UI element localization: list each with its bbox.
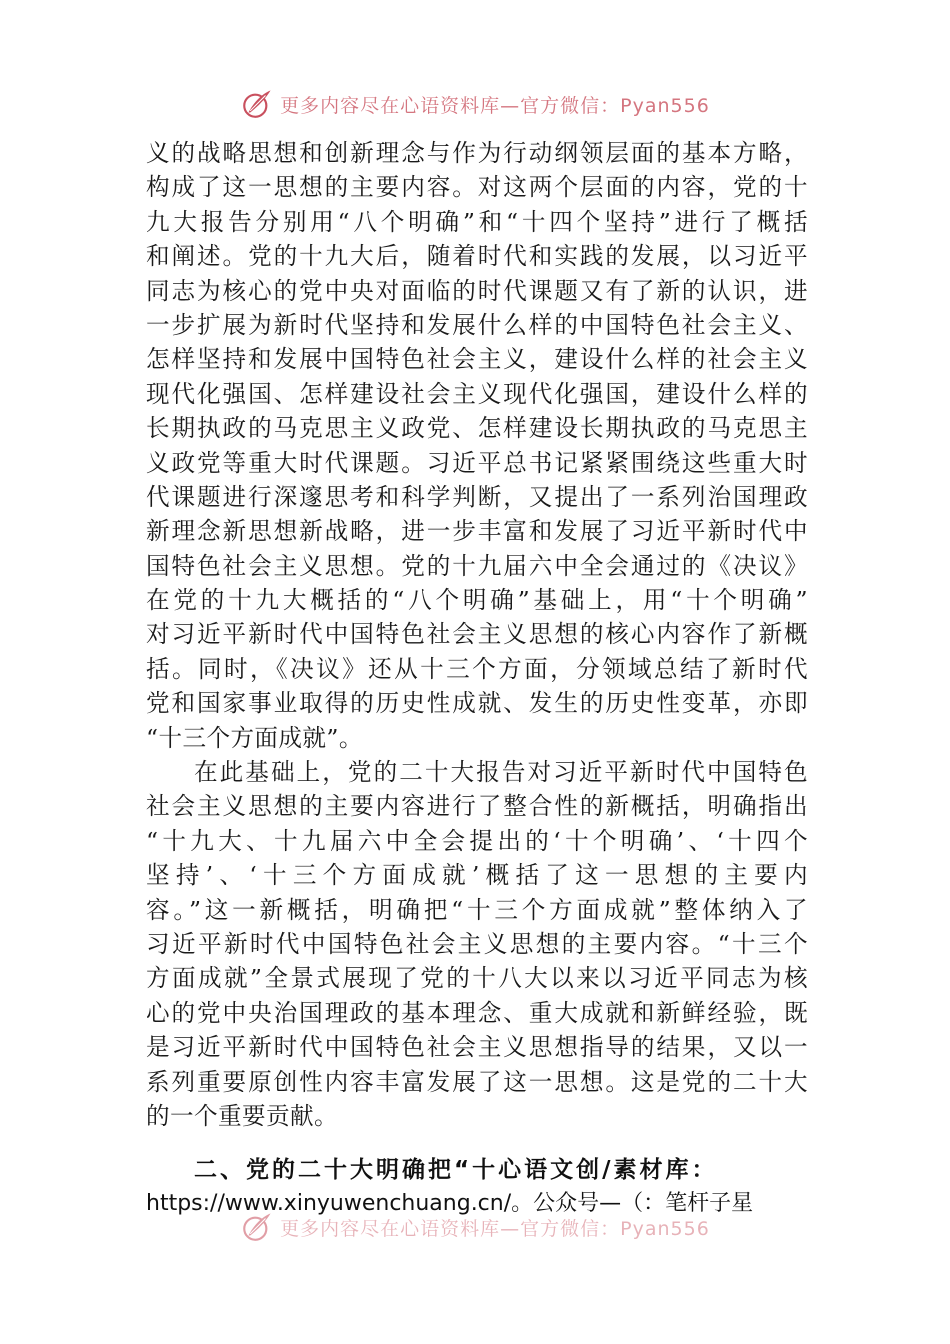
text-line: 习近平新时代中国特色社会主义思想的主要内容。“十三个: [146, 929, 808, 958]
document-body: [146, 136, 808, 1133]
text-line: 义政党等重大时代课题。习近平总书记紧紧围绕这些重大时: [146, 448, 808, 477]
watermark-text: 更多内容尽在心语资料库—官方微信：Pyan556: [280, 94, 710, 117]
text-line: “十九大、十九届六中全会提出的‘十个明确’、‘十四个: [146, 826, 808, 855]
text-line: 代课题进行深邃思考和科学判断，又提出了一系列治国理政: [146, 482, 808, 511]
text-line: 长期执政的马克思主义政党、怎样建设长期执政的马克思主: [146, 414, 808, 443]
text-line: “十三个方面成就”。: [146, 723, 363, 752]
footer-watermark: [0, 1209, 950, 1245]
text-line: 心的党中央治国理政的基本理念、重大成就和新鲜经验，既: [146, 998, 808, 1027]
paragraph-2: [146, 755, 808, 1133]
heading-line-1: 二、党的二十大明确把“十心语文创/素材库：: [194, 1157, 718, 1183]
text-line: 怎样坚持和发展中国特色社会主义，建设什么样的社会主义: [146, 345, 808, 374]
text-line: 对习近平新时代中国特色社会主义思想的核心内容作了新概: [146, 620, 808, 649]
text-line: 九大报告分别用“八个明确”和“十四个坚持”进行了概括: [146, 207, 808, 236]
text-line: 和阐述。党的十九大后，随着时代和实践的发展，以习近平: [146, 242, 808, 271]
text-line: 是习近平新时代中国特色社会主义思想指导的结果，又以一: [146, 1033, 808, 1062]
text-line: 在党的十九大概括的“八个明确”基础上，用“十个明确”: [146, 586, 808, 615]
text-line: 坚持’、‘十三个方面成就’概括了这一思想的主要内: [146, 861, 808, 890]
paragraph-1: [146, 136, 808, 755]
feather-pen-logo-icon: [240, 87, 274, 121]
feather-pen-logo-icon: [240, 1210, 274, 1244]
text-line: 义的战略思想和创新理念与作为行动纲领层面的基本方略，: [146, 139, 808, 167]
text-line: 系列重要原创性内容丰富发展了这一思想。这是党的二十大: [146, 1067, 808, 1096]
text-line: 社会主义思想的主要内容进行了整合性的新概括，明确指出: [146, 792, 808, 821]
text-line: 一步扩展为新时代坚持和发展什么样的中国特色社会主义、: [146, 310, 808, 339]
text-line: 括。同时，《决议》还从十三个方面，分领域总结了新时代: [146, 654, 808, 683]
text-line: 容。”这一新概括，明确把“十三个方面成就”整体纳入了: [146, 895, 808, 924]
heading-line-2: https://www.xinyuwenchuang.cn/。公众号—（：笔杆子星: [146, 1191, 754, 1217]
header-watermark: [0, 86, 950, 122]
text-line: 构成了这一思想的主要内容。对这两个层面的内容，党的十: [146, 173, 808, 202]
text-line: 方面成就”全景式展现了党的十八大以来以习近平同志为核: [146, 964, 808, 993]
text-line: 新理念新思想新战略，进一步丰富和发展了习近平新时代中: [146, 517, 808, 546]
text-line: 在此基础上，党的二十大报告对习近平新时代中国特色: [194, 758, 808, 787]
text-line: 国特色社会主义思想。党的十九届六中全会通过的《决议》: [146, 551, 808, 580]
watermark-text: 更多内容尽在心语资料库—官方微信：Pyan556: [280, 1217, 710, 1240]
text-line: 同志为核心的党中央对面临的时代课题又有了新的认识，进: [146, 276, 808, 305]
text-line: 的一个重要贡献。: [146, 1101, 338, 1130]
text-line: 现代化强国、怎样建设社会主义现代化强国，建设什么样的: [146, 379, 808, 408]
text-line: 党和国家事业取得的历史性成就、发生的历史性变革，亦即: [146, 689, 808, 718]
